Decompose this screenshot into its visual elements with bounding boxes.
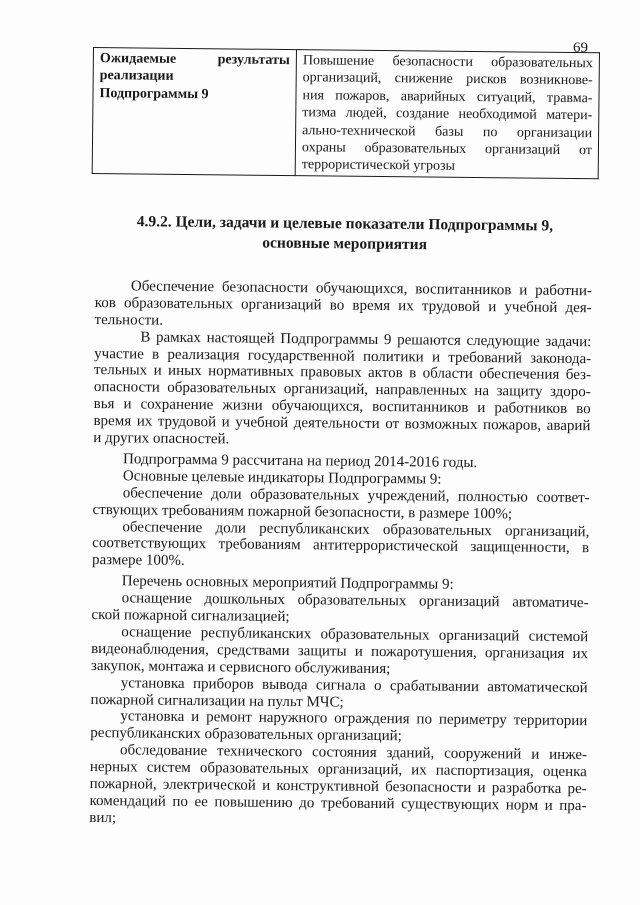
table-value-cell	[295, 50, 599, 179]
body-line: ской пожарной сигнализацией;	[91, 607, 290, 626]
body-line: опасности образовательных организаций, направленных на защиту здоро-	[93, 379, 591, 401]
body-text	[89, 278, 592, 832]
body-line: тельности.	[94, 311, 164, 329]
body-line: Основные целевые индикаторы Подпрограммы 9:	[122, 468, 442, 488]
body-line: ков образовательных организаций во время их трудовой и учебной дея-	[94, 294, 592, 317]
body-line: вил;	[89, 809, 117, 827]
body-line: соответствующих требованиям антитеррористической защищенности, в	[92, 535, 590, 557]
body-line: нерных систем образовательных организаций, их паспортизация, оценка	[89, 759, 587, 781]
body-line: установка и ремонт наружного ограждения по периметру территории	[120, 708, 588, 730]
body-line: закупок, монтажа и сервисного обслуживания;	[90, 657, 391, 677]
body-line: вья и сохранение жизни обучающихся, воспитанников и работников во	[93, 396, 591, 418]
table-value-line: террористической угрозы	[301, 157, 456, 175]
body-line: Подпрограмма 9 рассчитана на период 2014-2016 годы.	[123, 451, 478, 471]
body-line: обследование технического состояния зданий, сооружений и инже-	[119, 742, 588, 764]
body-line: установка приборов вывода сигнала о срабатывании автоматической	[120, 674, 588, 696]
body-line: обеспечение доли республиканских образовательных организаций,	[122, 518, 590, 540]
body-line: республиканских образовательных организаций;	[90, 725, 402, 745]
body-line: и других опасностей.	[93, 430, 230, 448]
table-label-line: реализации	[99, 68, 174, 85]
body-line: участие в реализация государственной политики и требований законода-	[94, 345, 592, 367]
body-line: пожарной, электрической и конструктивной безопасности и разработка ре-	[89, 775, 587, 798]
body-line: Перечень основных мероприятий Подпрограммы 9:	[121, 573, 454, 594]
body-line: В рамках настоящей Подпрограммы 9 решаются следующие задачи:	[140, 329, 592, 350]
table-value-line: ния пожаров, аварийных ситуаций, травма-	[302, 88, 593, 107]
body-line: комендаций по ее повышению до требований существующих норм и пра-	[89, 792, 587, 815]
expected-results-table	[92, 47, 600, 179]
body-line: время их трудовой и учебной деятельности от возможных пожаров, аварий	[93, 413, 591, 435]
section-title-line: основные мероприятия	[262, 234, 428, 254]
table-value-line: Повышение безопасности образовательных	[302, 53, 593, 72]
table-label-line: Подпрограммы 9	[99, 85, 209, 103]
body-line: видеонаблюдения, средствами защиты и пожаротушения, организация их	[91, 640, 589, 663]
body-line: размере 100%.	[91, 552, 185, 570]
body-line: тельных и иных нормативных правовых актов в области обеспечения без-	[93, 362, 592, 384]
body-line: оснащение республиканских образовательных организаций системой	[121, 624, 589, 646]
body-line: Обеспечение безопасности обучающихся, воспитанников и работни-	[130, 278, 592, 300]
body-line: пожарной сигнализации на пульт МЧС;	[90, 691, 344, 711]
body-line: ствующих требованиям пожарной безопасности, в размере 100%;	[92, 501, 513, 523]
body-line: обеспечение доли образовательных учреждений, полностью соответ-	[122, 485, 590, 506]
table-value-line: охраны образовательных организаций от	[301, 140, 593, 159]
table-label-cell	[92, 48, 296, 176]
table-value-line: ально-технической базы по организации	[302, 122, 593, 141]
section-title	[125, 212, 565, 257]
page-number: 69	[573, 40, 588, 56]
table-value-line: тизма людей, создание необходимой матери-	[302, 105, 593, 124]
section-title-line: 4.9.2. Цели, задачи и целевые показатели Подпрограммы 9,	[136, 213, 554, 235]
table-value-line: организаций, снижение рисков возникнове-	[302, 70, 593, 89]
table-row	[92, 48, 599, 179]
body-line: оснащение дошкольных образовательных организаций автоматиче-	[121, 590, 589, 612]
table-label-line: Ожидаемые результаты	[99, 51, 290, 69]
